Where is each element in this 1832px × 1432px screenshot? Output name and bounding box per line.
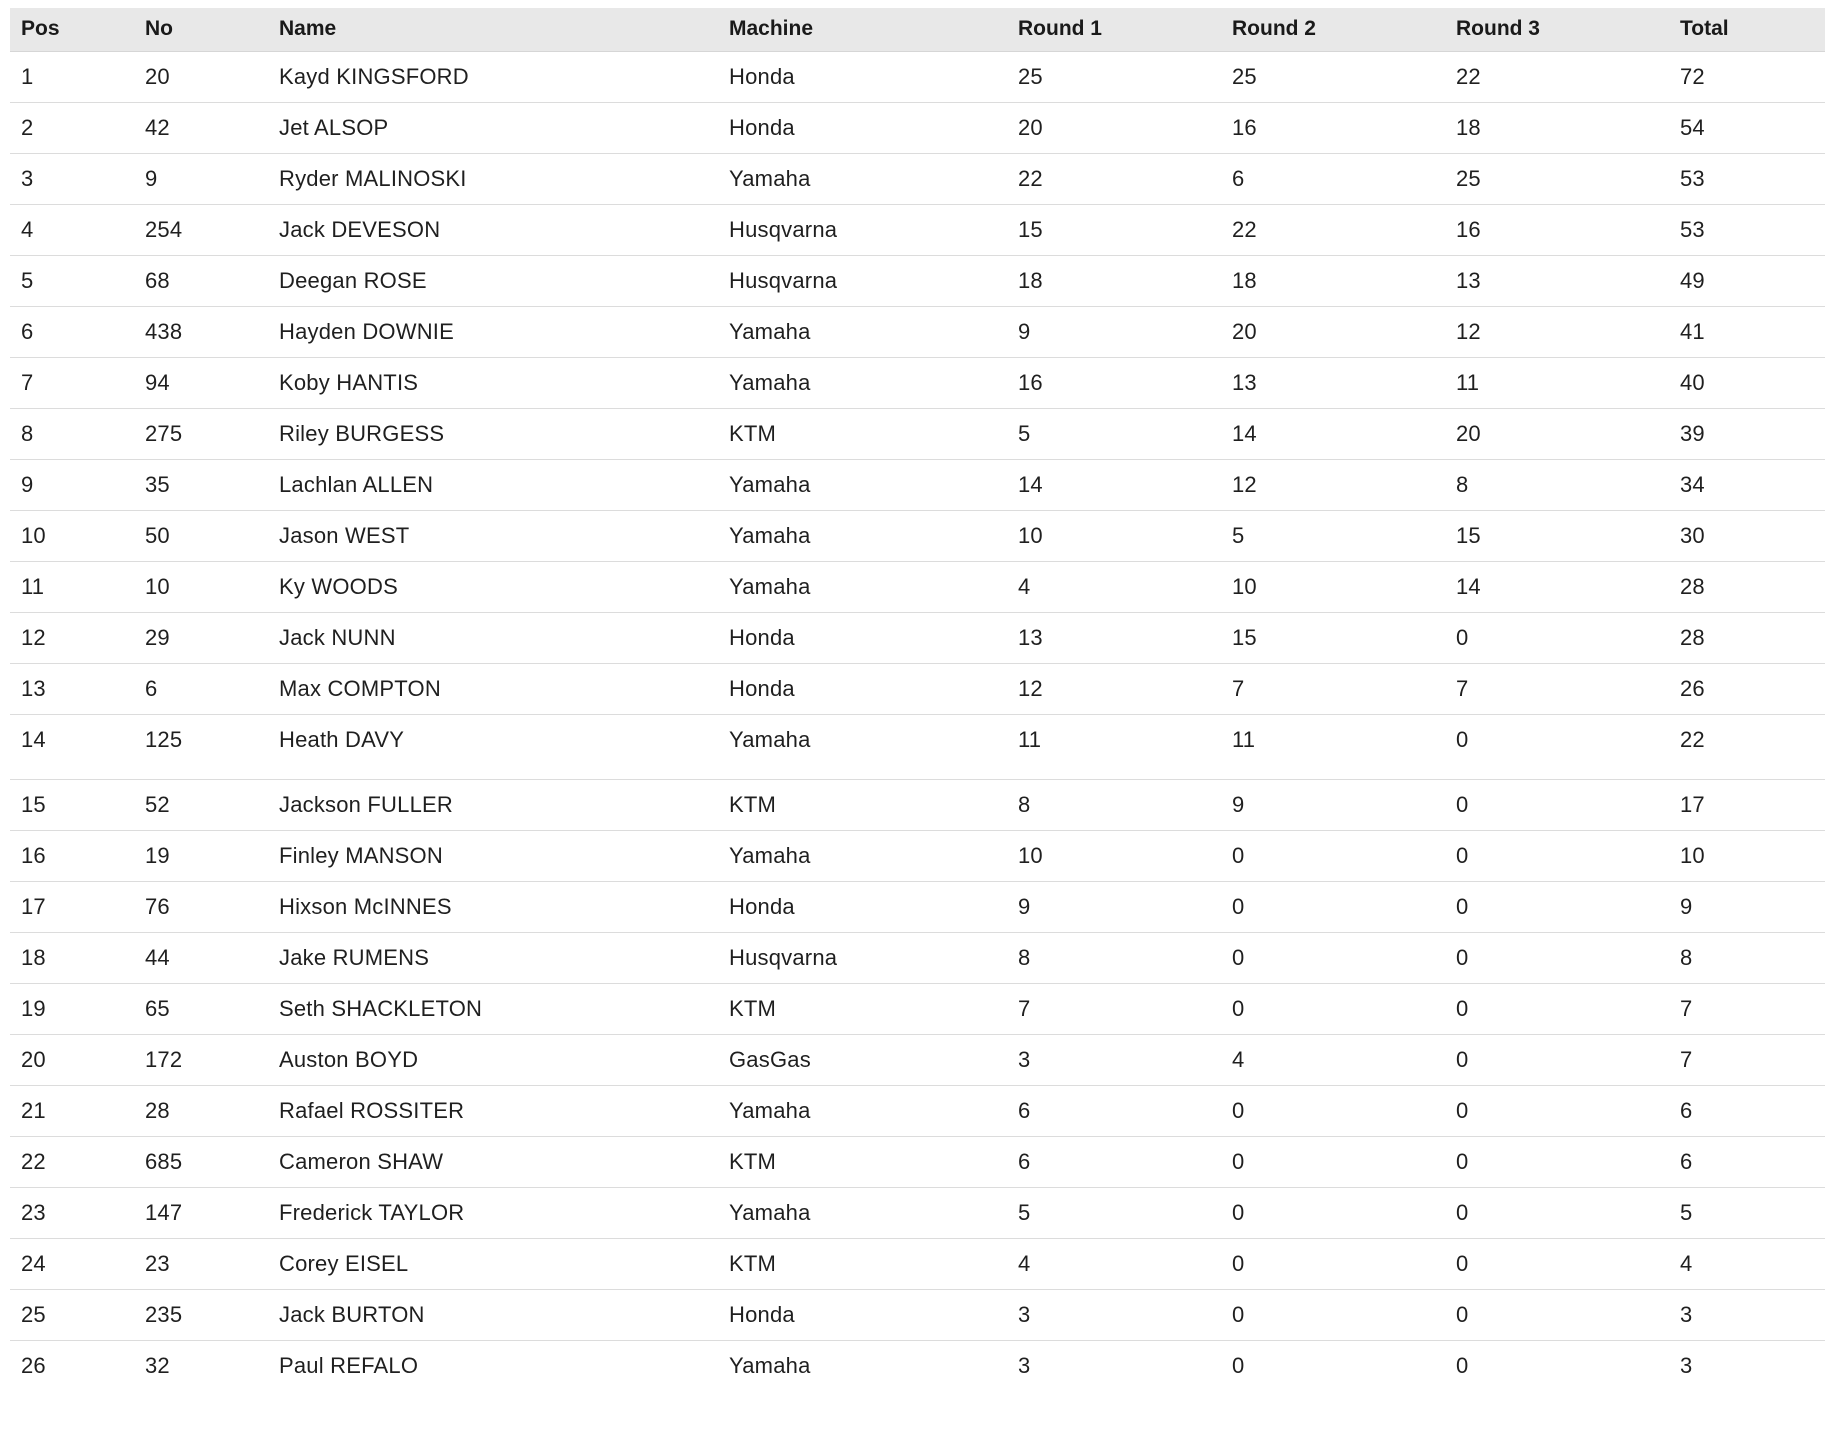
cell-no: 28 bbox=[145, 1097, 170, 1123]
cell-round-2: 16 bbox=[1232, 114, 1257, 140]
cell-no: 50 bbox=[145, 522, 170, 548]
cell-round-2: 5 bbox=[1232, 522, 1245, 548]
cell-round-2: 10 bbox=[1232, 573, 1257, 599]
cell-pos: 8 bbox=[21, 420, 34, 446]
cell-total: 6 bbox=[1680, 1097, 1693, 1123]
header-round-1[interactable]: Round 1 bbox=[1007, 8, 1221, 51]
cell-no: 172 bbox=[145, 1046, 183, 1072]
cell-name: Ky WOODS bbox=[279, 573, 398, 599]
cell-round-3: 0 bbox=[1456, 842, 1469, 868]
cell-machine: Honda bbox=[729, 114, 795, 140]
header-pos[interactable]: Pos bbox=[10, 8, 134, 51]
cell-pos: 10 bbox=[21, 522, 46, 548]
cell-no: 20 bbox=[145, 63, 170, 89]
cell-round-1: 8 bbox=[1018, 944, 1031, 970]
cell-no: 19 bbox=[145, 842, 170, 868]
cell-round-1: 16 bbox=[1018, 369, 1043, 395]
cell-no: 32 bbox=[145, 1352, 170, 1378]
cell-round-3: 13 bbox=[1456, 267, 1481, 293]
cell-round-2: 0 bbox=[1232, 893, 1245, 919]
cell-total: 53 bbox=[1680, 165, 1705, 191]
table-row bbox=[10, 714, 1825, 779]
cell-total: 72 bbox=[1680, 63, 1705, 89]
cell-no: 6 bbox=[145, 675, 158, 701]
cell-round-2: 0 bbox=[1232, 1301, 1245, 1327]
cell-total: 34 bbox=[1680, 471, 1705, 497]
cell-round-3: 7 bbox=[1456, 675, 1469, 701]
cell-machine: Yamaha bbox=[729, 726, 811, 752]
cell-pos: 3 bbox=[21, 165, 34, 191]
cell-round-2: 11 bbox=[1232, 726, 1256, 752]
cell-no: 23 bbox=[145, 1250, 170, 1276]
table-row bbox=[10, 932, 1825, 983]
cell-pos: 20 bbox=[21, 1046, 46, 1072]
cell-machine: Honda bbox=[729, 63, 795, 89]
cell-total: 54 bbox=[1680, 114, 1705, 140]
cell-round-2: 14 bbox=[1232, 420, 1257, 446]
cell-no: 438 bbox=[145, 318, 183, 344]
cell-name: Rafael ROSSITER bbox=[279, 1097, 465, 1123]
cell-round-2: 0 bbox=[1232, 1199, 1245, 1225]
cell-no: 275 bbox=[145, 420, 183, 446]
cell-round-2: 0 bbox=[1232, 1097, 1245, 1123]
cell-round-3: 15 bbox=[1456, 522, 1481, 548]
cell-pos: 9 bbox=[21, 471, 34, 497]
cell-round-1: 10 bbox=[1018, 522, 1043, 548]
cell-round-1: 18 bbox=[1018, 267, 1043, 293]
cell-total: 53 bbox=[1680, 216, 1705, 242]
cell-name: Jason WEST bbox=[279, 522, 410, 548]
cell-no: 10 bbox=[145, 573, 170, 599]
cell-pos: 16 bbox=[21, 842, 46, 868]
cell-machine: Yamaha bbox=[729, 573, 811, 599]
cell-name: Jack BURTON bbox=[279, 1301, 425, 1327]
cell-no: 52 bbox=[145, 791, 170, 817]
cell-pos: 25 bbox=[21, 1301, 46, 1327]
cell-pos: 1 bbox=[21, 63, 34, 89]
cell-total: 49 bbox=[1680, 267, 1705, 293]
cell-pos: 21 bbox=[21, 1097, 46, 1123]
table-row bbox=[10, 1034, 1825, 1085]
table-row bbox=[10, 830, 1825, 881]
cell-total: 4 bbox=[1680, 1250, 1693, 1276]
cell-machine: Honda bbox=[729, 624, 795, 650]
cell-name: Riley BURGESS bbox=[279, 420, 445, 446]
cell-round-3: 0 bbox=[1456, 1250, 1469, 1276]
cell-round-2: 18 bbox=[1232, 267, 1257, 293]
cell-name: Frederick TAYLOR bbox=[279, 1199, 465, 1225]
cell-no: 42 bbox=[145, 114, 170, 140]
cell-round-3: 0 bbox=[1456, 1352, 1469, 1378]
cell-machine: Yamaha bbox=[729, 522, 811, 548]
cell-no: 147 bbox=[145, 1199, 183, 1225]
cell-total: 3 bbox=[1680, 1352, 1693, 1378]
cell-machine: Honda bbox=[729, 1301, 795, 1327]
cell-round-2: 12 bbox=[1232, 471, 1257, 497]
cell-total: 3 bbox=[1680, 1301, 1693, 1327]
cell-machine: Honda bbox=[729, 675, 795, 701]
cell-pos: 11 bbox=[21, 573, 45, 599]
table-row bbox=[10, 983, 1825, 1034]
cell-machine: KTM bbox=[729, 995, 777, 1021]
cell-machine: Yamaha bbox=[729, 1097, 811, 1123]
cell-pos: 22 bbox=[21, 1148, 46, 1174]
cell-round-2: 9 bbox=[1232, 791, 1245, 817]
cell-round-1: 10 bbox=[1018, 842, 1043, 868]
cell-no: 125 bbox=[145, 726, 183, 752]
table-row bbox=[10, 51, 1825, 102]
cell-total: 40 bbox=[1680, 369, 1705, 395]
cell-round-1: 13 bbox=[1018, 624, 1043, 650]
cell-round-3: 14 bbox=[1456, 573, 1481, 599]
cell-pos: 6 bbox=[21, 318, 34, 344]
cell-machine: Yamaha bbox=[729, 842, 811, 868]
cell-name: Paul REFALO bbox=[279, 1352, 419, 1378]
cell-name: Deegan ROSE bbox=[279, 267, 427, 293]
cell-round-2: 22 bbox=[1232, 216, 1257, 242]
cell-pos: 24 bbox=[21, 1250, 46, 1276]
cell-name: Jackson FULLER bbox=[279, 791, 453, 817]
table-row bbox=[10, 1238, 1825, 1289]
cell-pos: 17 bbox=[21, 893, 46, 919]
cell-name: Jake RUMENS bbox=[279, 944, 430, 970]
cell-round-3: 0 bbox=[1456, 944, 1469, 970]
cell-round-2: 0 bbox=[1232, 842, 1245, 868]
cell-round-1: 4 bbox=[1018, 1250, 1031, 1276]
table-row bbox=[10, 510, 1825, 561]
cell-round-1: 3 bbox=[1018, 1301, 1031, 1327]
cell-no: 254 bbox=[145, 216, 183, 242]
table-row bbox=[10, 1340, 1825, 1391]
cell-name: Hayden DOWNIE bbox=[279, 318, 454, 344]
table-row bbox=[10, 357, 1825, 408]
cell-round-3: 0 bbox=[1456, 893, 1469, 919]
header-round-2[interactable]: Round 2 bbox=[1221, 8, 1445, 51]
cell-round-3: 22 bbox=[1456, 63, 1481, 89]
cell-round-1: 3 bbox=[1018, 1352, 1031, 1378]
cell-pos: 26 bbox=[21, 1352, 46, 1378]
header-name[interactable]: Name bbox=[268, 8, 718, 51]
cell-no: 9 bbox=[145, 165, 158, 191]
cell-round-3: 18 bbox=[1456, 114, 1481, 140]
cell-no: 76 bbox=[145, 893, 170, 919]
cell-round-2: 0 bbox=[1232, 995, 1245, 1021]
cell-name: Corey EISEL bbox=[279, 1250, 409, 1276]
cell-round-2: 25 bbox=[1232, 63, 1257, 89]
cell-no: 68 bbox=[145, 267, 170, 293]
cell-round-3: 0 bbox=[1456, 726, 1469, 752]
cell-round-1: 22 bbox=[1018, 165, 1043, 191]
header-total[interactable]: Total bbox=[1669, 8, 1825, 51]
table-row bbox=[10, 881, 1825, 932]
cell-pos: 19 bbox=[21, 995, 46, 1021]
cell-total: 39 bbox=[1680, 420, 1705, 446]
cell-name: Max COMPTON bbox=[279, 675, 441, 701]
cell-machine: Yamaha bbox=[729, 1352, 811, 1378]
cell-machine: Yamaha bbox=[729, 369, 811, 395]
table-row bbox=[10, 306, 1825, 357]
cell-total: 6 bbox=[1680, 1148, 1693, 1174]
cell-round-1: 9 bbox=[1018, 318, 1031, 344]
cell-machine: Honda bbox=[729, 893, 795, 919]
cell-pos: 5 bbox=[21, 267, 34, 293]
table-row bbox=[10, 561, 1825, 612]
table-row bbox=[10, 153, 1825, 204]
cell-round-3: 11 bbox=[1456, 369, 1480, 395]
cell-round-2: 0 bbox=[1232, 944, 1245, 970]
cell-round-2: 0 bbox=[1232, 1250, 1245, 1276]
cell-no: 35 bbox=[145, 471, 170, 497]
cell-no: 94 bbox=[145, 369, 170, 395]
cell-round-1: 8 bbox=[1018, 791, 1031, 817]
cell-name: Auston BOYD bbox=[279, 1046, 419, 1072]
header-machine[interactable]: Machine bbox=[718, 8, 1007, 51]
cell-pos: 18 bbox=[21, 944, 46, 970]
cell-round-2: 0 bbox=[1232, 1352, 1245, 1378]
cell-machine: KTM bbox=[729, 1148, 777, 1174]
table-row bbox=[10, 408, 1825, 459]
cell-total: 26 bbox=[1680, 675, 1705, 701]
cell-name: Finley MANSON bbox=[279, 842, 443, 868]
cell-total: 9 bbox=[1680, 893, 1693, 919]
cell-round-1: 25 bbox=[1018, 63, 1043, 89]
cell-name: Jet ALSOP bbox=[279, 114, 389, 140]
cell-round-1: 5 bbox=[1018, 420, 1031, 446]
table-header bbox=[10, 8, 1825, 51]
table-body bbox=[10, 51, 1825, 1391]
cell-no: 29 bbox=[145, 624, 170, 650]
table-row bbox=[10, 1136, 1825, 1187]
cell-total: 10 bbox=[1680, 842, 1705, 868]
cell-round-2: 13 bbox=[1232, 369, 1257, 395]
cell-total: 7 bbox=[1680, 995, 1693, 1021]
cell-pos: 23 bbox=[21, 1199, 46, 1225]
cell-total: 30 bbox=[1680, 522, 1705, 548]
table-row bbox=[10, 663, 1825, 714]
cell-round-3: 0 bbox=[1456, 1301, 1469, 1327]
cell-total: 7 bbox=[1680, 1046, 1693, 1072]
cell-pos: 12 bbox=[21, 624, 46, 650]
cell-machine: Yamaha bbox=[729, 471, 811, 497]
cell-no: 235 bbox=[145, 1301, 183, 1327]
cell-round-1: 20 bbox=[1018, 114, 1043, 140]
cell-round-3: 20 bbox=[1456, 420, 1481, 446]
cell-name: Seth SHACKLETON bbox=[279, 995, 483, 1021]
standings-table bbox=[10, 8, 1825, 1391]
table-row bbox=[10, 255, 1825, 306]
cell-pos: 14 bbox=[21, 726, 46, 752]
cell-name: Cameron SHAW bbox=[279, 1148, 444, 1174]
cell-round-3: 0 bbox=[1456, 1097, 1469, 1123]
cell-round-2: 6 bbox=[1232, 165, 1245, 191]
cell-pos: 4 bbox=[21, 216, 34, 242]
cell-round-1: 14 bbox=[1018, 471, 1043, 497]
cell-name: Kayd KINGSFORD bbox=[279, 63, 469, 89]
cell-round-2: 4 bbox=[1232, 1046, 1245, 1072]
cell-machine: Husqvarna bbox=[729, 267, 838, 293]
cell-round-1: 15 bbox=[1018, 216, 1043, 242]
cell-round-3: 0 bbox=[1456, 791, 1469, 817]
cell-round-1: 9 bbox=[1018, 893, 1031, 919]
cell-no: 685 bbox=[145, 1148, 183, 1174]
table-row bbox=[10, 102, 1825, 153]
cell-name: Hixson McINNES bbox=[279, 893, 452, 919]
cell-name: Koby HANTIS bbox=[279, 369, 419, 395]
header-row bbox=[10, 8, 1825, 51]
cell-pos: 15 bbox=[21, 791, 46, 817]
cell-machine: GasGas bbox=[729, 1046, 811, 1072]
cell-round-1: 6 bbox=[1018, 1148, 1031, 1174]
table-row bbox=[10, 1187, 1825, 1238]
table-row bbox=[10, 1289, 1825, 1340]
table-row bbox=[10, 204, 1825, 255]
header-round-3[interactable]: Round 3 bbox=[1445, 8, 1669, 51]
cell-machine: KTM bbox=[729, 420, 777, 446]
cell-pos: 7 bbox=[21, 369, 34, 395]
cell-round-3: 12 bbox=[1456, 318, 1481, 344]
cell-total: 22 bbox=[1680, 726, 1705, 752]
cell-machine: Husqvarna bbox=[729, 216, 838, 242]
table-row bbox=[10, 612, 1825, 663]
cell-no: 44 bbox=[145, 944, 170, 970]
cell-round-1: 3 bbox=[1018, 1046, 1031, 1072]
cell-round-2: 7 bbox=[1232, 675, 1245, 701]
cell-round-1: 6 bbox=[1018, 1097, 1031, 1123]
cell-round-3: 0 bbox=[1456, 1046, 1469, 1072]
cell-machine: Yamaha bbox=[729, 318, 811, 344]
cell-total: 5 bbox=[1680, 1199, 1693, 1225]
cell-total: 17 bbox=[1680, 791, 1705, 817]
cell-round-1: 4 bbox=[1018, 573, 1031, 599]
cell-round-3: 25 bbox=[1456, 165, 1481, 191]
cell-round-1: 7 bbox=[1018, 995, 1031, 1021]
cell-total: 28 bbox=[1680, 573, 1705, 599]
cell-round-1: 5 bbox=[1018, 1199, 1031, 1225]
cell-name: Heath DAVY bbox=[279, 726, 405, 752]
cell-machine: Husqvarna bbox=[729, 944, 838, 970]
cell-pos: 13 bbox=[21, 675, 46, 701]
cell-name: Ryder MALINOSKI bbox=[279, 165, 467, 191]
cell-round-3: 0 bbox=[1456, 995, 1469, 1021]
cell-machine: KTM bbox=[729, 1250, 777, 1276]
cell-round-3: 0 bbox=[1456, 624, 1469, 650]
cell-round-2: 20 bbox=[1232, 318, 1257, 344]
cell-round-1: 12 bbox=[1018, 675, 1043, 701]
cell-pos: 2 bbox=[21, 114, 34, 140]
cell-round-2: 0 bbox=[1232, 1148, 1245, 1174]
cell-round-3: 0 bbox=[1456, 1199, 1469, 1225]
standings-table-container bbox=[10, 8, 1825, 1391]
cell-round-2: 15 bbox=[1232, 624, 1257, 650]
cell-machine: KTM bbox=[729, 791, 777, 817]
cell-machine: Yamaha bbox=[729, 165, 811, 191]
cell-round-3: 0 bbox=[1456, 1148, 1469, 1174]
cell-total: 28 bbox=[1680, 624, 1705, 650]
cell-machine: Yamaha bbox=[729, 1199, 811, 1225]
cell-name: Jack NUNN bbox=[279, 624, 396, 650]
header-no[interactable]: No bbox=[134, 8, 268, 51]
table-row bbox=[10, 1085, 1825, 1136]
table-row bbox=[10, 779, 1825, 830]
cell-total: 8 bbox=[1680, 944, 1693, 970]
cell-no: 65 bbox=[145, 995, 170, 1021]
cell-round-3: 8 bbox=[1456, 471, 1469, 497]
cell-name: Lachlan ALLEN bbox=[279, 471, 434, 497]
cell-total: 41 bbox=[1680, 318, 1705, 344]
cell-round-1: 11 bbox=[1018, 726, 1042, 752]
table-row bbox=[10, 459, 1825, 510]
cell-name: Jack DEVESON bbox=[279, 216, 441, 242]
cell-round-3: 16 bbox=[1456, 216, 1481, 242]
